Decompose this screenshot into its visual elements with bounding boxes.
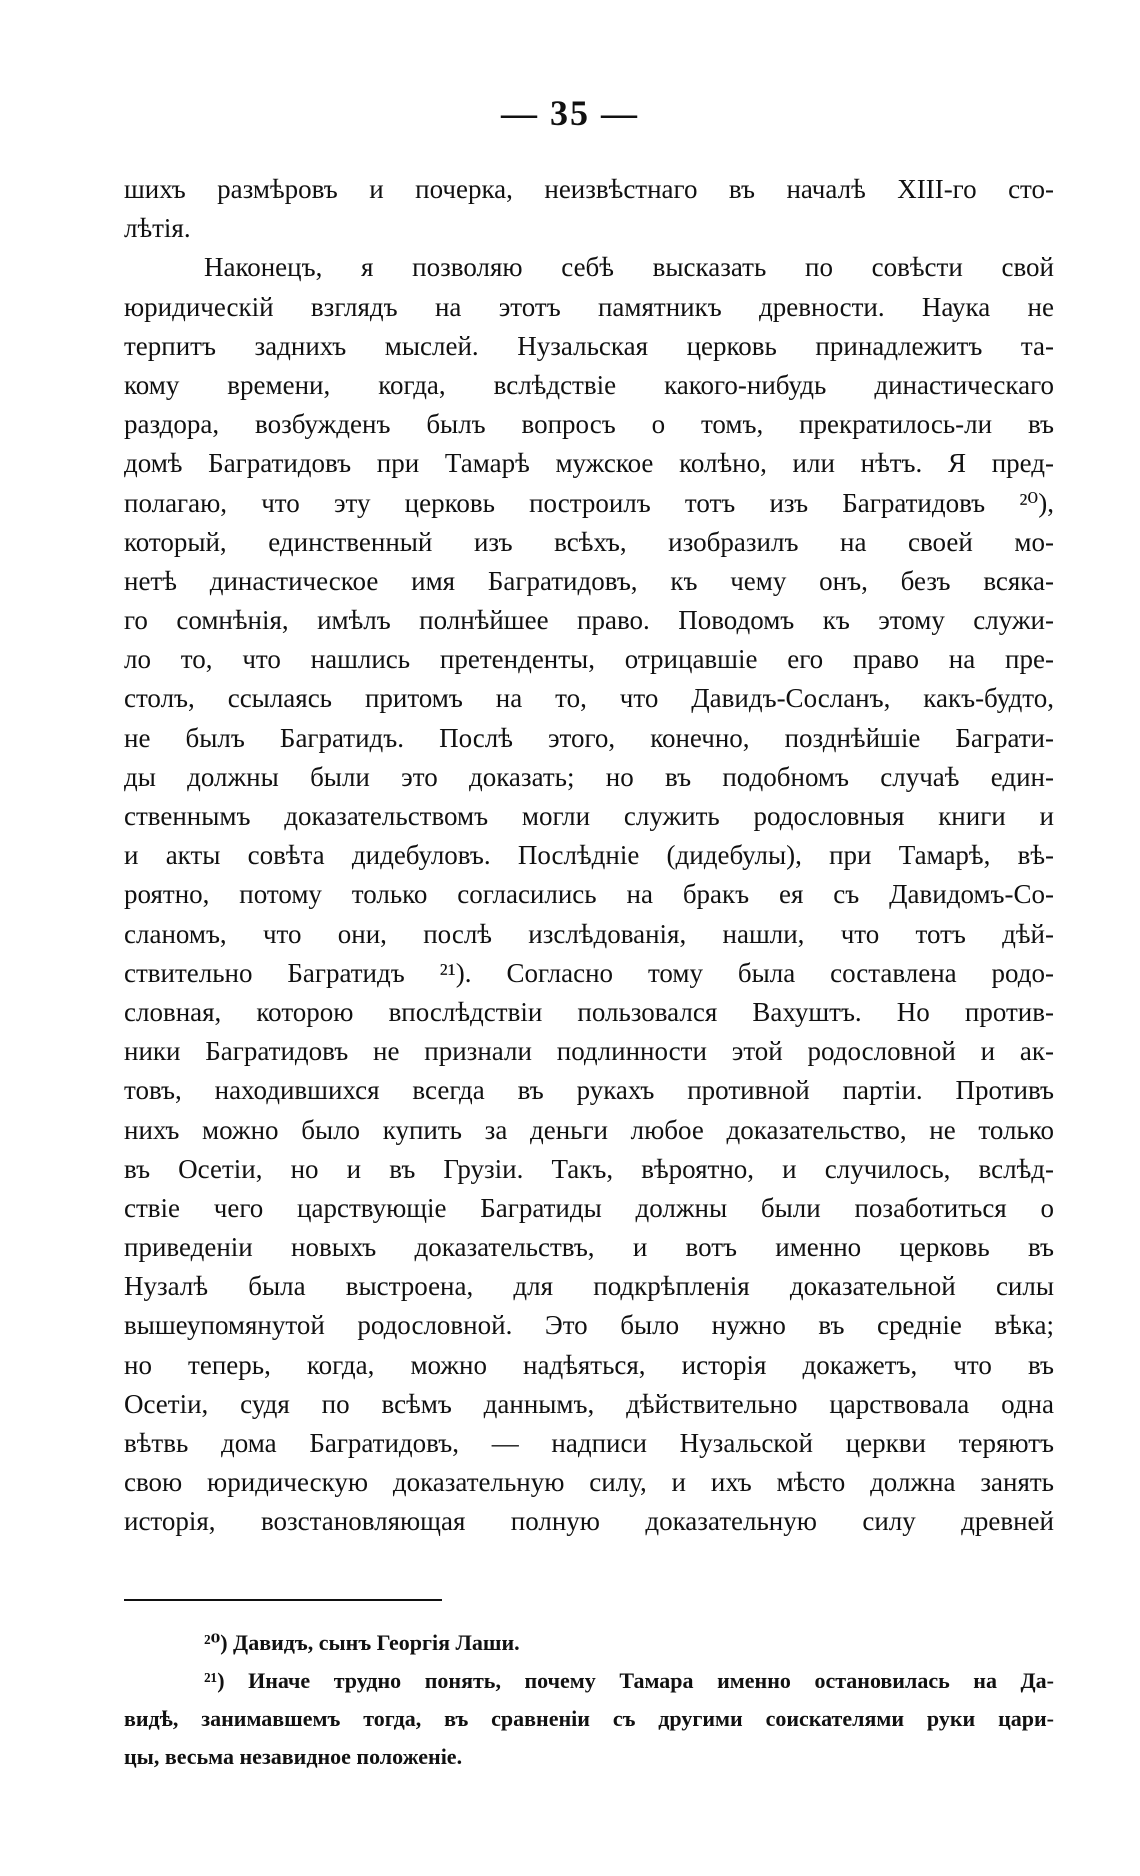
- text-line: столъ, ссылаясь притомъ на то, что Давидъ-Сосланъ, какъ-будто,: [124, 683, 1054, 714]
- text-line: раздора, возбужденъ былъ вопросъ о томъ, прекратилось-ли въ: [124, 409, 1054, 440]
- text-line: ды должны были это доказать; но въ подобномъ случаѣ един-: [124, 761, 1054, 792]
- text-line: го сомнѣнія, имѣлъ полнѣйшее право. Поводомъ къ этому служи-: [124, 605, 1054, 636]
- text-line: не былъ Багратидъ. Послѣ этого, конечно, позднѣйшіе Баграти-: [124, 722, 1054, 753]
- text-line: но теперь, когда, можно надѣяться, исторія докажетъ, что въ: [124, 1349, 1054, 1380]
- text-line: кому времени, когда, вслѣдствіе какого-нибудь династическаго: [124, 369, 1054, 400]
- footnote-line: ²¹) Иначе трудно понять, почему Тамара именно остановилась на Да-: [204, 1668, 1054, 1693]
- text-line: и акты совѣта дидебуловъ. Послѣдніе (дидебулы), при Тамарѣ, вѣ-: [124, 840, 1054, 871]
- text-line: полагаю, что эту церковь построилъ тотъ изъ Багратидовъ ²⁰),: [124, 487, 1054, 518]
- text-line: Нузалѣ была выстроена, для подкрѣпленія доказательной силы: [124, 1271, 1054, 1302]
- text-line: вѣтвь дома Багратидовъ, — надписи Нузальской церкви теряютъ: [124, 1428, 1054, 1458]
- text-line: ственнымъ доказательствомъ могли служить родословныя книги и: [124, 801, 1054, 831]
- text-line: шихъ размѣровъ и почерка, неизвѣстнаго въ началѣ XIII-го сто-: [124, 174, 1054, 204]
- text-line: сланомъ, что они, послѣ изслѣдованія, нашли, что тотъ дѣй-: [124, 918, 1054, 949]
- text-line: ствительно Багратидъ ²¹). Согласно тому была составлена родо-: [124, 957, 1054, 988]
- text-line: роятно, потому только согласились на бракъ ея съ Давидомъ-Со-: [124, 879, 1054, 910]
- text-line: нихъ можно было купить за деньги любое доказательство, не только: [124, 1114, 1054, 1145]
- page-number: — 35 —: [501, 93, 639, 133]
- text-line: товъ, находившихся всегда въ рукахъ противной партіи. Противъ: [124, 1075, 1054, 1106]
- text-line: вышеупомянутой родословной. Это было нужно въ средніе вѣка;: [124, 1310, 1054, 1341]
- text-line: юридическій взглядъ на этотъ памятникъ древности. Наука не: [124, 291, 1054, 322]
- text-line: домѣ Багратидовъ при Тамарѣ мужское колѣно, или нѣтъ. Я пред-: [124, 448, 1054, 479]
- text-line: терпитъ заднихъ мыслей. Нузальская церковь принадлежитъ та-: [124, 330, 1054, 361]
- text-line: Наконецъ, я позволяю себѣ высказать по совѣсти свой: [204, 252, 1054, 283]
- footnotes: [124, 1624, 1054, 1776]
- text-line: ники Багратидовъ не признали подлинности этой родословной и ак-: [124, 1036, 1054, 1067]
- text-line: который, единственный изъ всѣхъ, изобразилъ на своей мо-: [124, 526, 1054, 557]
- footnote-divider: [124, 1599, 442, 1601]
- text-line: ло то, что нашлись претенденты, отрицавшіе его право на пре-: [124, 644, 1054, 675]
- footnote-line: ²⁰) Давидъ, сынъ Георгія Лаши.: [204, 1630, 520, 1655]
- text-line: въ Осетіи, но и въ Грузіи. Такъ, вѣроятно, и случилось, вслѣд-: [124, 1153, 1054, 1184]
- text-line: свою юридическую доказательную силу, и ихъ мѣсто должна занять: [124, 1467, 1054, 1498]
- text-line: Осетіи, судя по всѣмъ даннымъ, дѣйствительно царствовала одна: [124, 1388, 1054, 1419]
- main-text: [124, 170, 1054, 1542]
- text-line: нетѣ династическое имя Багратидовъ, къ чему онъ, безъ всяка-: [124, 565, 1054, 596]
- text-line: словная, которою впослѣдствіи пользовался Вахуштъ. Но против-: [124, 996, 1054, 1027]
- text-line: приведеніи новыхъ доказательствъ, и вотъ именно церковь въ: [124, 1232, 1054, 1263]
- footnote-line: цы, весьма незавидное положеніе.: [124, 1744, 463, 1769]
- text-line: лѣтія.: [124, 213, 191, 244]
- footnote-line: видѣ, занимавшемъ тогда, въ сравненіи съ другими соискателями руки цари-: [124, 1706, 1054, 1731]
- text-line: ствіе чего царствующіе Багратиды должны были позаботиться о: [124, 1192, 1054, 1223]
- text-line: исторія, возстановляющая полную доказательную силу древней: [124, 1506, 1054, 1537]
